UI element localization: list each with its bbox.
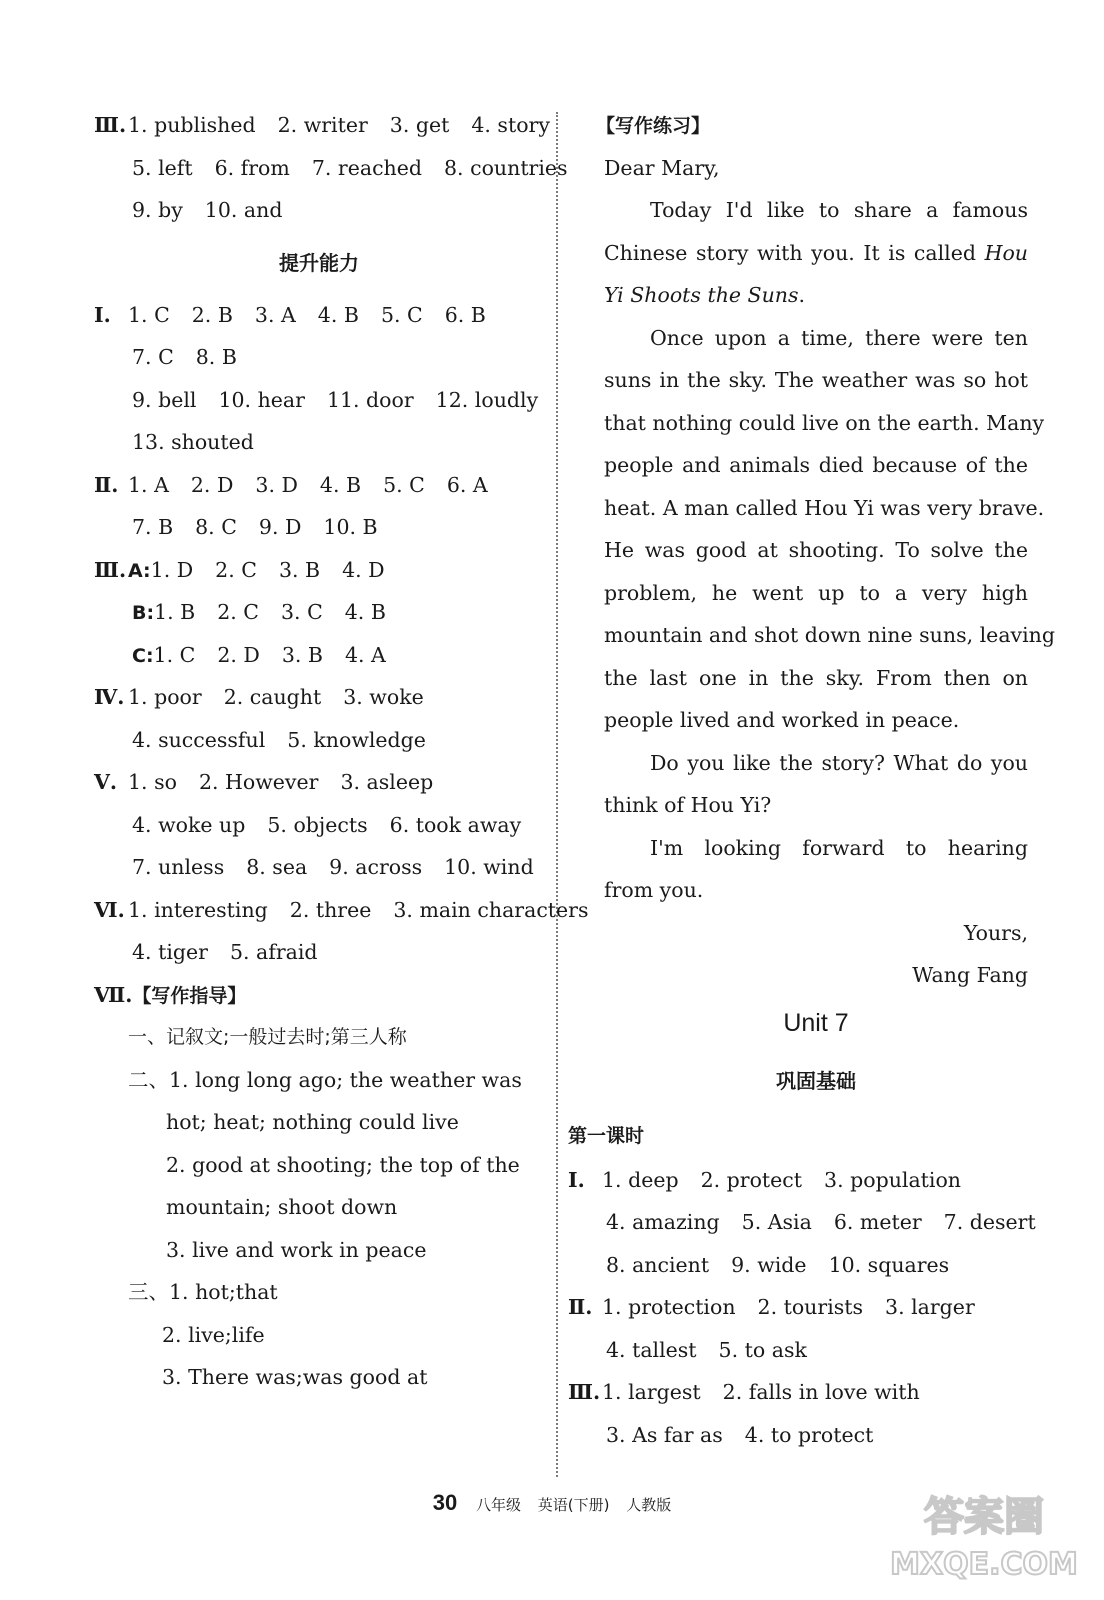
section-label: Ⅲ. [94,113,127,137]
section-v-row-3 [94,846,544,889]
writing-practice-header: 【写作练习】 [596,115,711,137]
unit-section-i-row-3 [568,1244,1028,1287]
section-v-row-1 [94,761,544,804]
answer-item: 3. D [255,472,298,497]
answer-item: 4. B [317,302,359,327]
unit-section-iii-row-2 [568,1414,1028,1457]
writing-guide-header: 【写作指导】 [132,984,247,1007]
section-ii-row-1 [94,464,544,507]
letter-line: people lived and worked in peace. [604,708,960,732]
answer-item: 2. D [190,472,234,497]
answer-item: 8. C [195,515,237,539]
answer-item: 4. woke up [132,812,246,837]
answer-row [132,345,237,369]
answer-row [132,855,534,879]
answer-row [128,113,550,137]
section-i-row-4 [94,421,544,464]
section-label: Ⅳ. [94,685,125,709]
watermark-top-text: 答案圈 [924,1494,1044,1540]
unit-section-i-row-2 [568,1201,1036,1244]
answer-row [128,898,589,922]
section-label: Ⅰ. [568,1167,585,1192]
answer-row [128,303,486,327]
letter-text: Chinese story with you. It is called [604,240,976,265]
answer-item: 4. amazing [606,1210,720,1234]
answer-row [151,558,385,582]
letter-line: the last one in the sky. From then on [604,665,1028,690]
answer-row [132,813,521,837]
story-title: Yi Shoots the Suns [604,283,799,307]
answer-item: 2. However [198,770,319,794]
answer-item: 3. main characters [393,897,589,922]
answer-item: 4. B [319,472,362,497]
writing-guide-line: hot; heat; nothing could live [166,1110,459,1134]
answer-item: 6. from [214,155,290,180]
answer-item: 6. A [446,472,488,497]
letter-line: think of Hou Yi? [604,793,772,817]
writing-practice-header-row [568,104,1028,147]
writing-guide-line: 一、记叙文;一般过去时;第三人称 [128,1026,407,1048]
answer-item: 3. C [281,600,323,624]
answer-item: 4. successful [132,727,266,752]
answer-item: 4. B [344,600,386,624]
letter-line: mountain and shot down nine suns, leaving [604,623,1055,647]
letter-text: . [798,283,806,307]
answer-item: 7. unless [132,855,225,879]
letter-signature: Wang Fang [912,963,1028,987]
answer-item: 5. left [132,155,193,180]
answer-row [128,685,424,709]
answer-item: 4. to protect [744,1422,874,1447]
answer-item: 4. story [471,113,550,137]
section-iii-a-row [94,549,544,592]
section-v-row-2 [94,804,544,847]
letter-line [604,232,1028,275]
answer-item: 3. asleep [340,770,434,794]
answer-item: 3. population [824,1167,962,1192]
answer-row [606,1338,807,1362]
answer-item: 7. reached [311,155,423,180]
answer-item: 5. Asia [741,1210,812,1234]
unit-section-i-row-1 [568,1159,1028,1202]
letter-line: Once upon a time, there were ten [650,325,1028,350]
answer-item: 9. by [132,198,183,222]
answer-item: 1. protection [602,1295,736,1319]
answer-item: 6. B [444,302,486,327]
edition-label: 人教版 [626,1496,672,1514]
section-label: Ⅶ. [94,982,133,1007]
section-i-row-2 [94,336,544,379]
answer-item: 2. B [191,302,233,327]
section-label: Ⅲ. [568,1380,601,1404]
section-vi-row-1 [94,889,589,932]
improve-section-title: 提升能力 [279,250,359,275]
section-label: Ⅲ. [94,557,127,582]
answer-row [154,600,386,624]
answer-row [154,643,386,667]
subject-label: 英语(下册) [537,1496,610,1514]
section-label: Ⅰ. [94,302,111,327]
answer-item: 2. writer [277,113,368,137]
answer-item: 1. B [154,600,196,624]
letter-line: problem, he went up to a very high [604,580,1028,605]
answer-item: 9. bell [132,387,197,412]
section-ii-row-2 [94,506,544,549]
answer-item: 10. B [323,515,378,539]
writing-guide-line: 2. good at shooting; the top of the [166,1152,520,1177]
answer-item: 10. and [204,198,283,222]
watermark-bottom-text: MXQE.COM [890,1547,1078,1582]
answer-item: 10. squares [828,1252,950,1277]
answer-item: 5. C [380,302,423,327]
answer-item: 1. poor [128,685,202,709]
answer-item: 1. C [128,302,170,327]
answer-item: 4. tiger [132,940,208,964]
answer-item: 4. A [344,642,386,667]
section-iii-row-1 [94,104,550,147]
answer-row [132,388,538,412]
answer-item: 12. loudly [435,387,539,412]
section-label: Ⅴ. [94,770,118,794]
answer-row [602,1168,961,1192]
page-number: 30 [432,1490,458,1515]
answer-item: 7. B [132,515,174,539]
letter [568,147,1055,997]
section-iii-row-3 [94,189,544,232]
section-label: Ⅵ. [94,897,125,922]
answer-item: 6. meter [833,1210,922,1234]
answer-item: 1. A [128,472,169,497]
answer-row [602,1295,975,1319]
section-label: Ⅱ. [568,1295,593,1319]
answer-item: 1. largest [602,1380,701,1404]
answer-item: 11. door [326,387,414,412]
answer-item: 9. wide [731,1252,807,1277]
answer-item: 3. get [389,113,450,137]
answer-item: 5. C [383,472,425,497]
answer-row [132,430,254,454]
letter-line: that nothing could live on the earth. Many [604,410,1045,435]
unit-title: Unit 7 [783,1008,849,1037]
writing-guide-line: 三、1. hot;that [128,1280,278,1304]
right-column [568,104,1055,1456]
answer-item: 3. B [278,557,321,582]
section-vi-row-2 [94,931,544,974]
answer-item: 7. desert [943,1210,1036,1234]
answer-item: 9. across [329,855,423,879]
answer-item: 5. objects [267,812,368,837]
answer-item: 5. afraid [229,940,318,964]
letter-closing: Yours, [963,920,1028,945]
answer-item: 4. D [342,557,385,582]
answer-row [128,770,433,794]
answer-item: 7. C [132,345,174,369]
unit-section-ii-row-1 [568,1286,1028,1329]
letter-line: He was good at shooting. To solve the [604,538,1028,562]
answer-row [132,198,282,222]
writing-guide-line: 3. There was;was good at [162,1365,428,1389]
answer-row [132,156,568,180]
answer-row [606,1423,873,1447]
unit-section-iii-row-1 [568,1371,1028,1414]
letter-line: people and animals died because of the [604,453,1028,477]
story-title: Hou [984,240,1028,265]
answer-row [132,728,426,752]
answer-item: 2. falls in love with [722,1380,920,1404]
unit-section-ii-row-2 [568,1329,1028,1372]
answer-item: 10. hear [218,387,305,412]
answer-item: 8. ancient [606,1252,710,1277]
section-iii-row-2 [94,147,568,190]
column-divider [556,112,558,1477]
answer-row [128,473,488,497]
part-a-label: A: [128,559,151,582]
letter-line: from you. [604,878,704,902]
answer-item: 3. woke [343,685,424,709]
answer-item: 1. D [150,557,194,582]
part-b-label: B: [132,602,155,624]
answer-item: 8. countries [444,155,568,180]
section-i-row-1 [94,294,544,337]
answer-item: 1. deep [602,1167,679,1192]
answer-row [132,515,378,539]
section-vii-header-row [94,974,544,1017]
answer-item: 4. tallest [606,1337,697,1362]
letter-line [604,274,1028,317]
answer-item: 9. D [258,515,302,539]
section-iv-row-1 [94,676,544,719]
section-i-row-3 [94,379,544,422]
answer-item: 2. C [217,600,259,624]
lesson-title: 第一课时 [568,1124,645,1147]
letter-line: Today I'd like to share a famous [650,198,1028,222]
answer-item: 2. C [215,557,257,582]
answer-item: 3. larger [885,1295,975,1319]
letter-line: I'm looking forward to hearing [650,835,1028,860]
letter-line: Do you like the story? What do you [650,750,1028,775]
part-c-label: C: [132,644,154,667]
writing-guide-line: mountain; shoot down [166,1195,398,1219]
answer-item: 2. tourists [757,1295,864,1319]
answer-item: 3. A [254,302,296,327]
answer-item: 1. published [128,113,256,137]
answer-row [606,1210,1036,1234]
letter-salutation: Dear Mary, [604,155,720,180]
answer-item: 1. so [128,770,177,794]
answer-item: 13. shouted [132,430,254,454]
answer-item: 5. knowledge [287,727,426,752]
section-iv-row-2 [94,719,544,762]
letter-line: heat. A man called Hou Yi was very brave. [604,495,1045,520]
answer-item: 8. sea [246,855,308,879]
answer-row [602,1380,920,1404]
answer-item: 1. interesting [128,897,268,922]
answer-item: 8. B [195,345,237,369]
watermark-logo-icon [884,1478,1084,1588]
answer-item: 3. B [281,642,323,667]
answer-item: 2. protect [700,1167,803,1192]
answer-item: 1. C [153,642,196,667]
answer-item: 6. took away [389,812,522,837]
writing-guide-line: 2. live;life [162,1322,265,1347]
answer-item: 5. to ask [718,1337,807,1362]
answer-item: 10. wind [444,855,534,879]
writing-guide-line: 3. live and work in peace [166,1237,427,1262]
left-column [94,104,589,1399]
grade-label: 八年级 [475,1496,521,1514]
answer-row [606,1253,949,1277]
answer-item: 2. three [289,897,372,922]
writing-guide-line: 二、1. long long ago; the weather was [128,1067,522,1092]
section-iii-b-row [94,591,544,634]
answer-item: 3. As far as [606,1422,723,1447]
answer-item: 2. D [217,642,260,667]
section-iii-c-row [94,634,544,677]
basics-section-title: 巩固基础 [776,1068,856,1093]
answer-row [132,940,318,964]
letter-line: suns in the sky. The weather was so hot [604,368,1028,392]
section-label: Ⅱ. [94,472,119,497]
answer-item: 2. caught [223,685,322,709]
